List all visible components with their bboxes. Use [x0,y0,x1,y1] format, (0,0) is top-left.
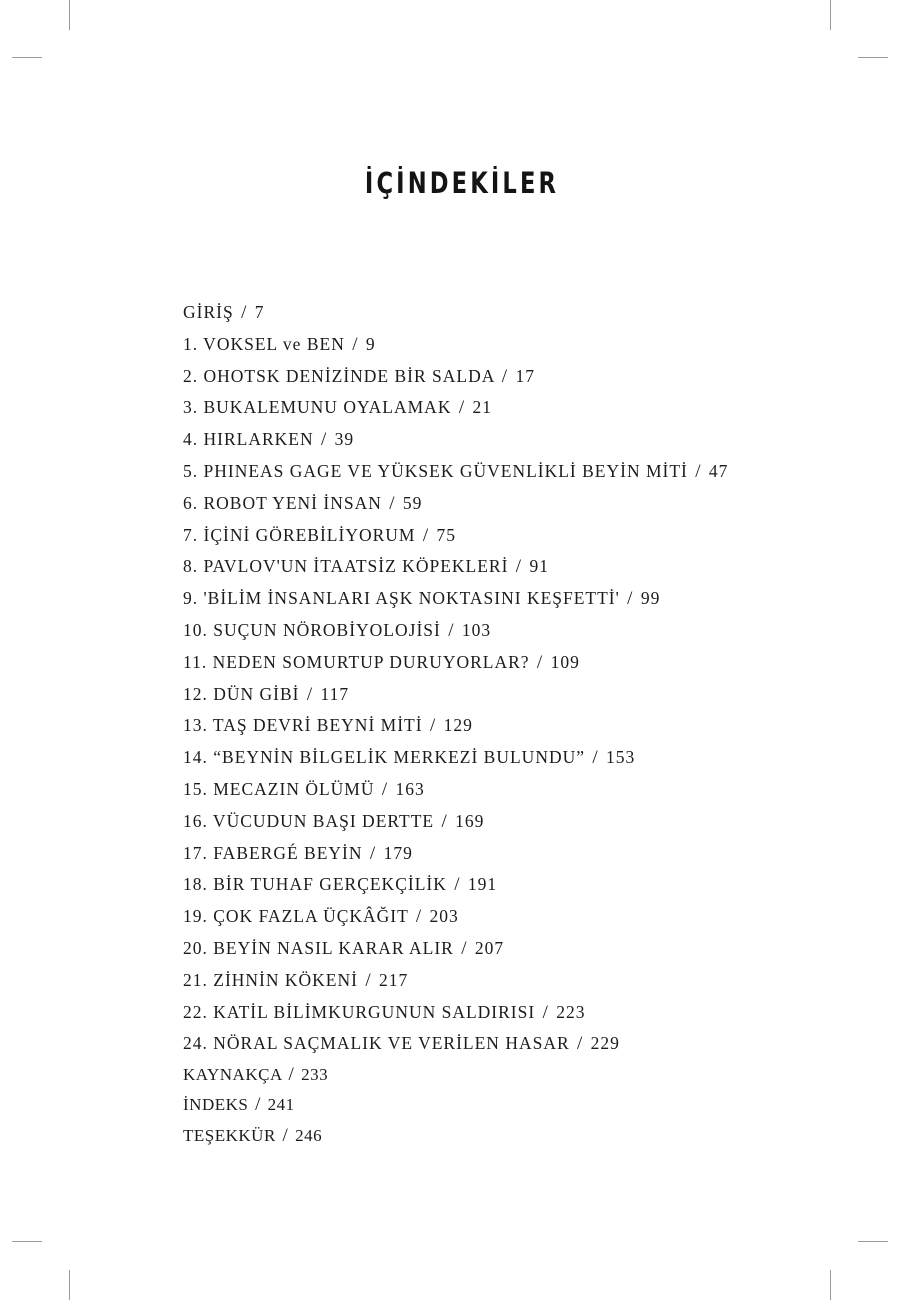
toc-entry-page: 233 [301,1065,329,1085]
toc-entry [183,968,823,1000]
toc-entry-page: 246 [295,1125,323,1145]
toc-entry [183,523,823,555]
toc-entry-label: 24. NÖRAL SAÇMALIK VE VERİLEN HASAR [183,1033,570,1054]
toc-entry-label: 3. BUKALEMUNU OYALAMAK [183,397,452,418]
toc-separator: / [458,397,466,419]
toc-separator: / [577,1033,584,1055]
toc-entry [183,491,823,523]
toc-entry-label: 17. FABERGÉ BEYİN [183,842,363,863]
crop-mark-bottom-right-h [858,1241,888,1242]
toc-entry [183,745,823,777]
toc-entry-label: 5. PHINEAS GAGE VE YÜKSEK GÜVENLİKLİ BEYİN MİTİ [183,460,688,481]
toc-separator: / [422,524,430,546]
toc-entry-label: TEŞEKKÜR [183,1125,276,1145]
toc-entry-page: 99 [640,588,661,609]
toc-entry [183,395,823,427]
crop-mark-bottom-left [69,1270,70,1300]
toc-entry-label: İNDEKS [183,1095,249,1115]
toc-entry [183,364,823,396]
toc-entry-page: 39 [334,429,355,450]
crop-mark-bottom-right [830,1270,831,1300]
toc-entry-page: 223 [556,1001,586,1022]
toc-entry-page: 191 [467,874,498,895]
toc-entry-label: GİRİŞ [183,302,234,322]
toc-separator: / [461,937,468,959]
crop-mark-top-right-h [858,57,888,58]
toc-entry-page: 109 [550,651,580,672]
toc-entry [183,904,823,936]
toc-entry-label: 18. BİR TUHAF GERÇEKÇİLİK [183,874,447,895]
toc-entry-page: 169 [455,810,485,831]
toc-separator: / [695,460,702,482]
toc-entry-label: 16. VÜCUDUN BAŞI DERTTE [183,810,435,831]
toc-entry [183,300,823,332]
toc-entry-page: 229 [590,1033,620,1054]
toc-separator: / [389,492,396,514]
toc-separator: / [288,1064,295,1086]
page-title: İÇİNDEKİLER [364,166,560,200]
toc-entry-page: 179 [383,842,413,863]
toc-separator: / [515,556,523,578]
toc-entry [183,936,823,968]
toc-entry-page: 129 [443,715,473,736]
toc-entry [183,777,823,809]
toc-entry-label: 12. DÜN GİBİ [183,683,300,704]
toc-entry-page: 75 [436,524,457,545]
toc-entry [183,872,823,904]
toc-entry-page: 17 [515,365,535,386]
toc-entry-page: 207 [474,937,505,958]
toc-entry [183,332,823,364]
toc-separator: / [415,906,423,928]
toc-entry-page: 91 [529,556,549,577]
toc-entry-label: 11. NEDEN SOMURTUP DURUYORLAR? [183,651,530,672]
toc-entry [183,841,823,873]
toc-separator: / [306,683,314,705]
toc-separator: / [542,1001,549,1023]
toc-separator: / [627,588,634,610]
toc-entry [183,459,823,491]
table-of-contents [183,300,823,1154]
toc-separator: / [592,747,599,769]
toc-entry-label: 8. PAVLOV'UN İTAATSİZ KÖPEKLERİ [183,556,509,577]
toc-separator: / [448,619,455,641]
crop-mark-top-left [69,0,70,30]
toc-entry-label: 13. TAŞ DEVRİ BEYNİ MİTİ [183,715,423,736]
toc-separator: / [536,651,544,673]
toc-entry [183,586,823,618]
toc-separator: / [381,778,389,800]
toc-entry [183,682,823,714]
toc-entry-label: 7. İÇİNİ GÖREBİLİYORUM [183,524,416,545]
toc-separator: / [365,969,372,991]
toc-entry-page: 203 [429,906,459,927]
toc-entry-label: 14. “BEYNİN BİLGELİK MERKEZİ BULUNDU” [183,747,586,768]
toc-entry-page: 7 [254,302,265,322]
toc-entry [183,618,823,650]
toc-entry [183,1000,823,1032]
toc-entry [183,650,823,682]
toc-separator: / [320,429,328,451]
toc-separator: / [429,715,437,737]
toc-entry-label: KAYNAKÇA [183,1065,282,1085]
toc-separator: / [352,333,359,355]
toc-entry-page: 163 [395,778,425,799]
crop-mark-top-left-h [12,57,42,58]
toc-entry-page: 21 [472,397,492,418]
toc-separator: / [369,842,377,864]
toc-entry [183,554,823,586]
toc-entry-label: 9. 'BİLİM İNSANLARI AŞK NOKTASINI KEŞFETTİ' [183,588,620,609]
toc-entry-label: 20. BEYİN NASIL KARAR ALIR [183,937,454,958]
toc-separator: / [501,365,509,387]
toc-entry-page: 117 [320,683,350,704]
toc-entry-label: 21. ZİHNİN KÖKENİ [183,969,358,990]
crop-mark-top-right [830,0,831,30]
toc-separator: / [454,874,461,896]
toc-entry [183,713,823,745]
toc-separator: / [441,810,448,832]
toc-entry-page: 9 [365,333,376,354]
toc-entry-page: 153 [606,747,636,768]
toc-entry-label: 10. SUÇUN NÖROBİYOLOJİSİ [183,619,441,640]
toc-entry [183,1031,823,1063]
toc-entry-page: 217 [378,969,409,990]
toc-entry-label: 15. MECAZIN ÖLÜMÜ [183,778,375,799]
toc-entry-page: 241 [267,1095,295,1115]
toc-separator: / [241,302,248,323]
toc-entry [183,427,823,459]
toc-entry-label: 2. OHOTSK DENİZİNDE BİR SALDA [183,365,495,386]
toc-entry-label: 22. KATİL BİLİMKURGUNUN SALDIRISI [183,1001,536,1022]
toc-entry-page: 47 [708,460,729,481]
toc-entry [183,809,823,841]
toc-entry-page: 59 [402,492,423,513]
toc-entry [183,1093,823,1123]
crop-mark-bottom-left-h [12,1241,42,1242]
toc-entry-label: 19. ÇOK FAZLA ÜÇKÂĞIT [183,906,409,927]
toc-separator: / [282,1124,289,1146]
toc-entry [183,1063,823,1093]
toc-entry-label: 1. VOKSEL ve BEN [183,333,345,354]
toc-entry [183,1124,823,1154]
toc-entry-label: 4. HIRLARKEN [183,429,314,450]
toc-entry-label: 6. ROBOT YENİ İNSAN [183,492,382,513]
toc-entry-page: 103 [461,619,492,640]
toc-separator: / [255,1094,261,1116]
